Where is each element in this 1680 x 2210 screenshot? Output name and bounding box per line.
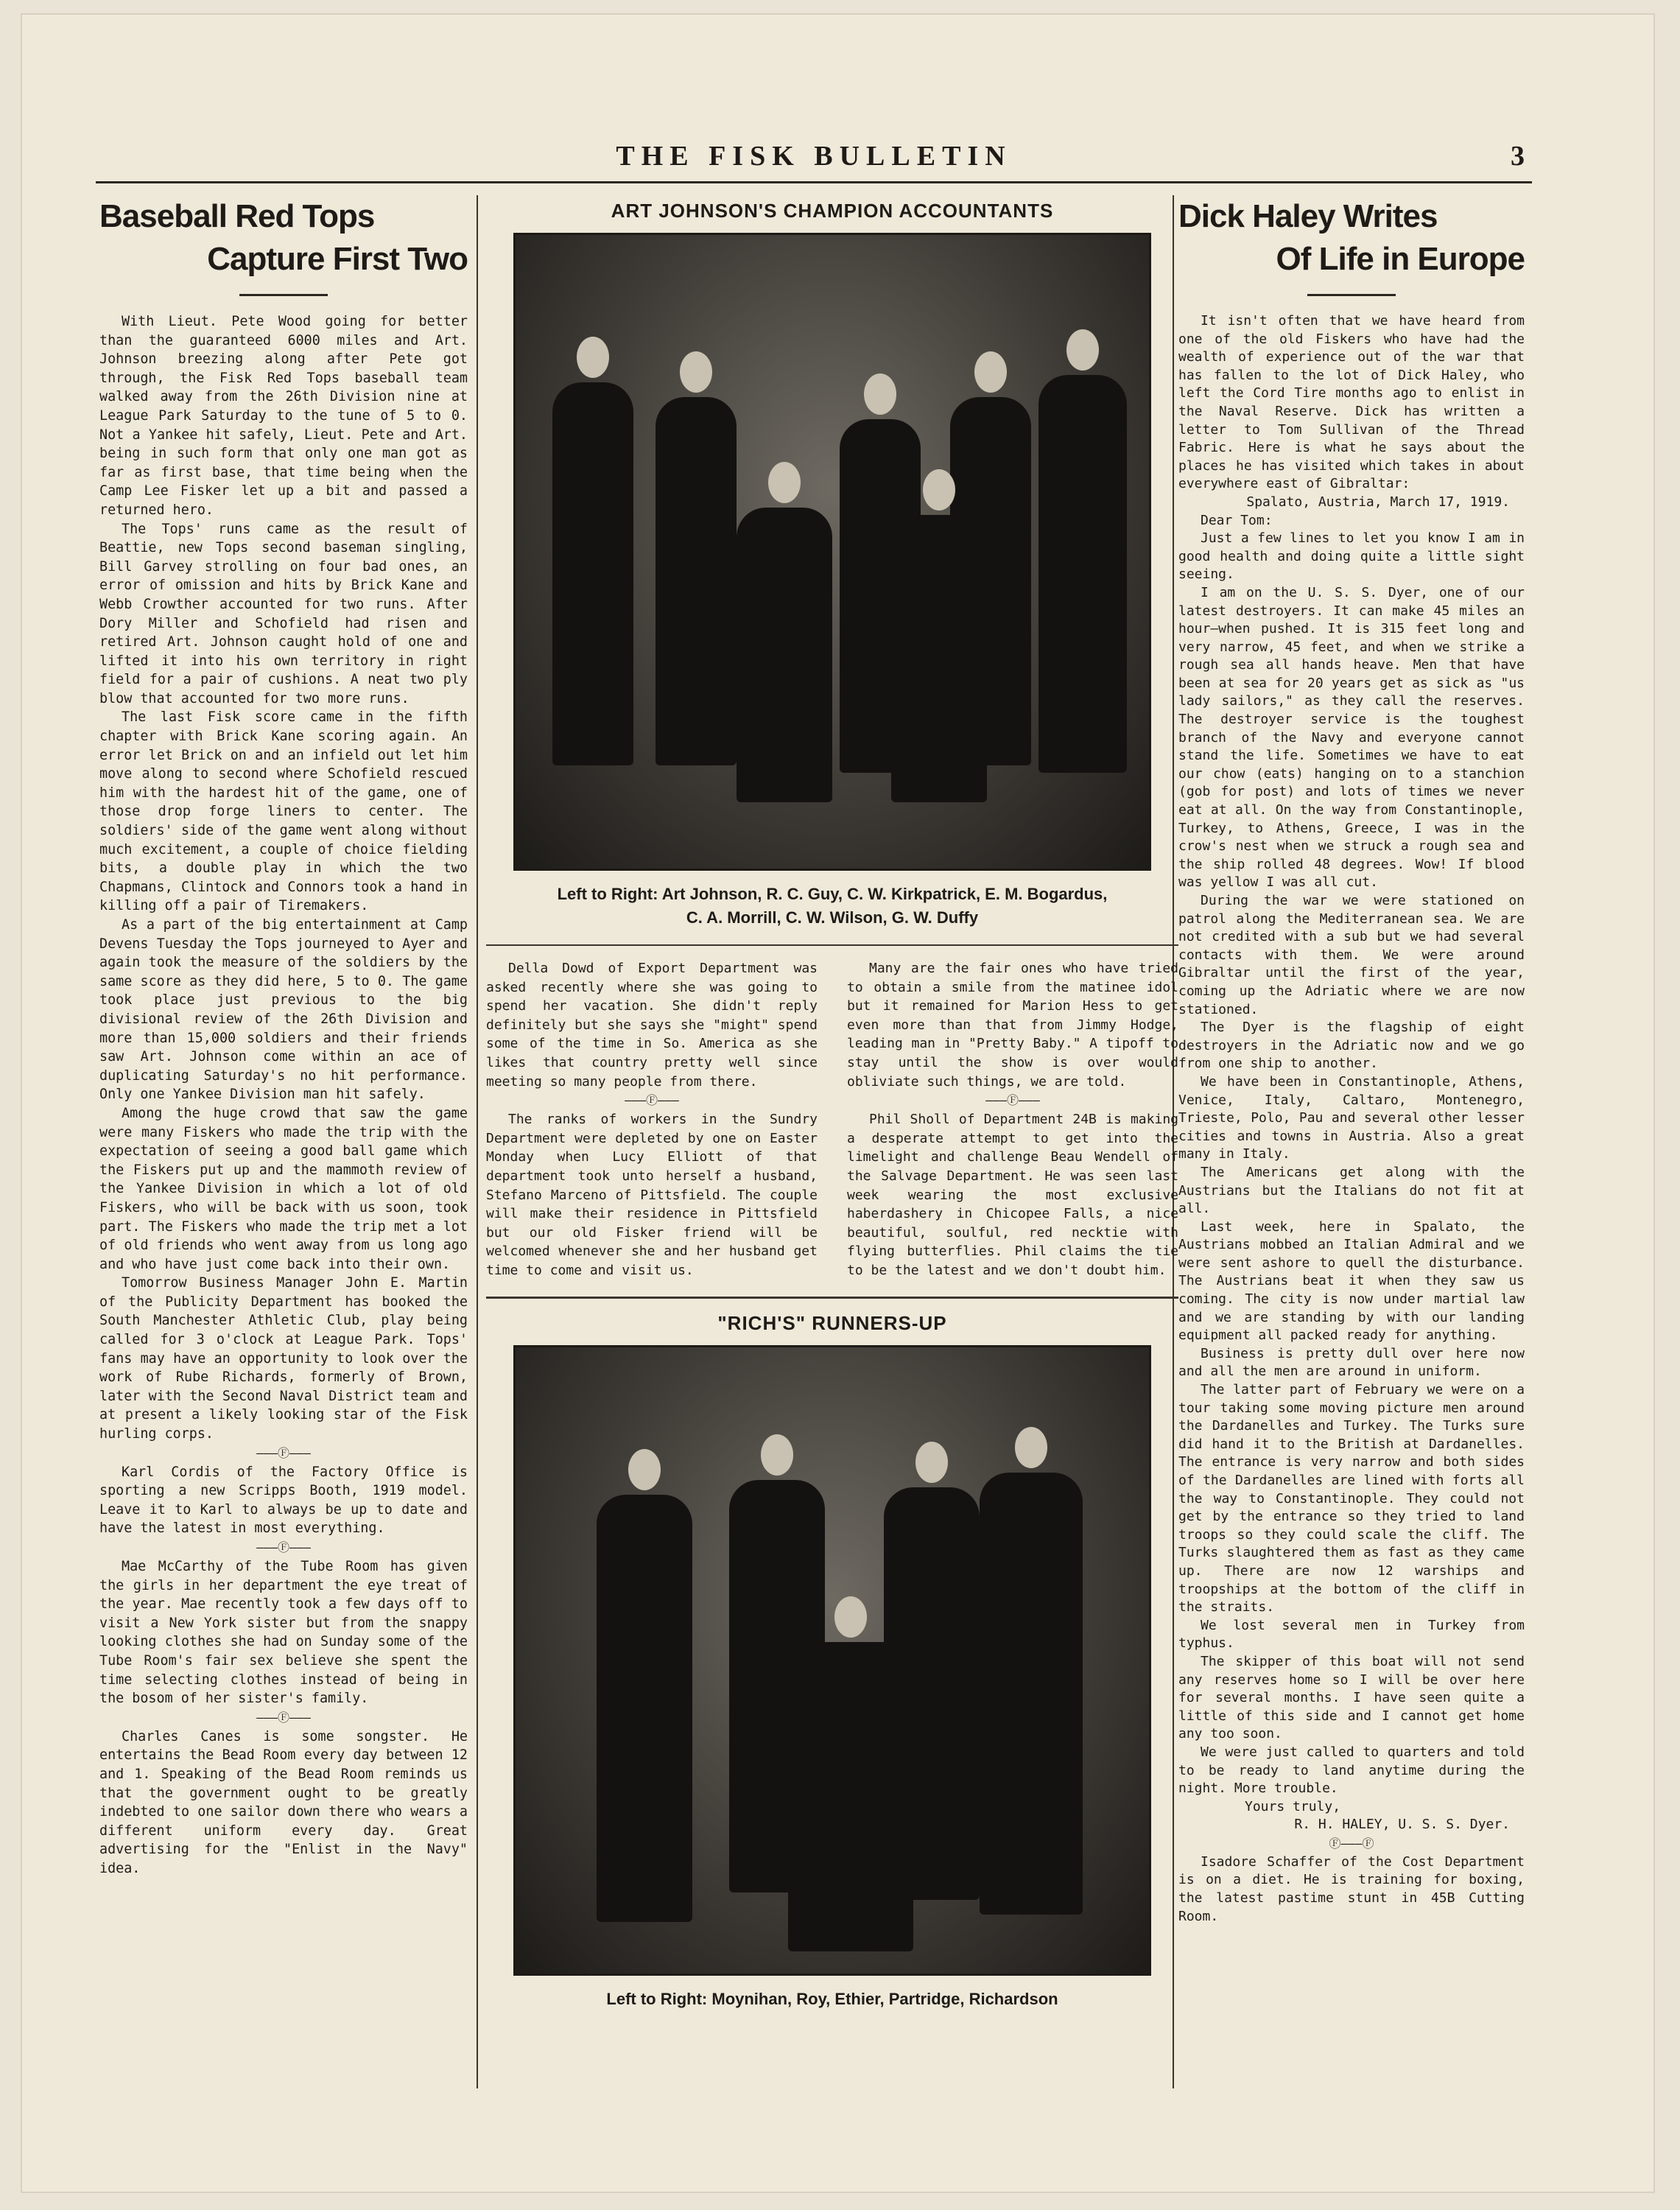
middle-column — [486, 195, 1178, 2011]
person-figure — [737, 508, 832, 802]
section-rule — [486, 944, 1178, 946]
dateline: Spalato, Austria, March 17, 1919. — [1246, 494, 1510, 510]
middle-subcolumn-a — [486, 959, 818, 1280]
person-figure — [552, 382, 633, 765]
headline-rule — [239, 294, 328, 296]
headline-rule — [1307, 294, 1396, 296]
person-head — [1066, 329, 1099, 371]
salutation: Dear Tom: — [1201, 512, 1273, 528]
item-separator: ———Ⓕ——— — [985, 1093, 1040, 1108]
news-item: Della Dowd of Export Department was asked recently where she was going to spend her vacation. She didn't reply definitely but she says she "might" spend some of the time in So. America as she likes that country pretty well since meeting so many people from there. — [486, 961, 818, 1090]
person-figure — [656, 397, 737, 765]
person-head — [974, 351, 1007, 393]
person-figure — [891, 515, 987, 802]
news-item: Mae McCarthy of the Tube Room has given the girls in her department the eye treat of the year. Mae recently took a few days off to visit a New York sister but from the snappy looking clothes she had on Sunday some of the Tube Room's fair sex believe she spent the time selecting clothes instead of being in the bosom of her sister's family. — [99, 1559, 468, 1707]
person-head — [834, 1596, 867, 1638]
signature: R. H. HALEY, U. S. S. Dyer. — [1294, 1817, 1510, 1833]
item-separator: ———Ⓕ——— — [256, 1445, 311, 1460]
paragraph: Tomorrow Business Manager John E. Martin of the Publicity Department has booked the South Manchester Athletic Club, play being called for 3 o'clock at League Park. Tops' fans may have an opportunity to look over the work of Rube Richards, formerly of Brown, later with the Second Naval District team and at present a likely looking star of the Fisk hurling corps. — [99, 1275, 468, 1442]
middle-news-items — [486, 959, 1178, 1280]
news-item: The ranks of workers in the Sundry Department were depleted by one on Easter Monday when Lucy Elliott of that department took unto herself a husband, Stefano Marceno of Pittsfield. The couple will make their residence in Pittsfield but our old Fisker friend will be welcomed whenever she and her husband get time to come and visit us. — [486, 1112, 818, 1278]
person-head — [768, 462, 801, 503]
article-headline-haley — [1178, 195, 1525, 281]
letter-paragraph: The Americans get along with the Austrians but the Italians do not fit at all. — [1178, 1164, 1525, 1217]
runners-up-photo — [513, 1345, 1151, 1976]
letter-paragraph: I am on the U. S. S. Dyer, one of our latest destroyers. It can make 45 miles an hour—when pushed. It is 315 feet long and very narrow, 45 feet, and when we strike a rough sea all hands heave. Men that have been at sea for 20 years get as sick as "us lady sailors," as they call the reserves. The destroyer service is the toughest branch of the Navy and everyone cannot stand the life. Sometimes we have to eat our chow (eats) hanging on to a stanchion (gob for post) and lots of times we never eat at all. On the way from Constantinople, Turkey, to Athens, Greece, I was in the crow's nest when we struck a rough sea and the ship rolled 48 degrees. Wow! If blood was yellow I was all cut. — [1178, 584, 1525, 891]
person-head — [628, 1449, 661, 1490]
person-head — [915, 1442, 948, 1483]
photo-caption-runners-up: Left to Right: Moynihan, Roy, Ethier, Partridge, Richardson — [606, 1989, 1058, 2008]
right-column — [1178, 195, 1525, 1926]
news-item: Isadore Schaffer of the Cost Department is on a diet. He is training for boxing, the latest pastime stunt in 45B Cutting Room. — [1178, 1853, 1525, 1924]
letter-paragraph: Just a few lines to let you know I am in good health and doing quite a little sight seeing. — [1178, 530, 1525, 583]
article-headline-baseball — [99, 195, 468, 281]
letter-paragraph: We lost several men in Turkey from typhus. — [1178, 1617, 1525, 1652]
person-figure — [1038, 375, 1127, 773]
middle-subcolumn-b — [847, 959, 1178, 1280]
caption-line: C. A. Morrill, C. W. Wilson, G. W. Duffy — [686, 908, 979, 927]
accountants-photo — [513, 233, 1151, 871]
photo-title-accountants: ART JOHNSON'S CHAMPION ACCOUNTANTS — [611, 200, 1054, 222]
person-head — [1015, 1427, 1047, 1468]
paragraph: As a part of the big entertainment at Camp Devens Tuesday the Tops journeyed to Ayer and again took the measure of the soldiers by the same score as they did here, 5 to 0. The game took place just previous to the big divisional review of the 26th Division and more than 15,000 soldiers and their friends saw Art. Johnson come within an ace of duplicating Saturday's no hit performance. Only one Yankee Division man hit safely. — [99, 917, 468, 1103]
person-figure — [980, 1473, 1083, 1915]
paragraph: Among the huge crowd that saw the game were many Fiskers who made the trip with the expectation of seeing a good ball game which the Fiskers put up and the mammoth review of the Yankee Division in which a lot of old Fiskers, who will be back with us soon, took part. The Fiskers who made the trip met a lot of old friends who went away from us long ago and who have just come back into their own. — [99, 1105, 468, 1272]
article-body-haley — [1178, 312, 1525, 1926]
person-head — [761, 1434, 793, 1476]
item-separator: ———Ⓕ——— — [256, 1710, 311, 1725]
news-item: Karl Cordis of the Factory Office is sporting a new Scripps Booth, 1919 model. Leave it to Karl to always be up to date and have the latest in most everything. — [99, 1464, 468, 1537]
closing: Yours truly, — [1245, 1798, 1341, 1814]
photo-caption-accountants — [486, 883, 1178, 930]
person-head — [680, 351, 712, 393]
person-head — [577, 337, 609, 378]
letter-paragraph: During the war we were stationed on patrol along the Mediterranean sea. We are not credited with a sub but we had several contacts with them. We were around Gibraltar until the first of the year, coming up the Adriatic where we are now stationed. — [1178, 893, 1525, 1017]
headline-line: Capture First Two — [207, 241, 468, 277]
headline-line: Baseball Red Tops — [99, 198, 375, 234]
publication-title: THE FISK BULLETIN — [616, 141, 1012, 172]
page-number: 3 — [1511, 141, 1525, 172]
letter-paragraph: Business is pretty dull over here now and all the men are around in uniform. — [1178, 1345, 1525, 1380]
letter-paragraph: We have been in Constantinople, Athens, Venice, Italy, Caltaro, Montenegro, Trieste, Polo, Pau and several other lesser cities and towns in Austria. Also a great many in Italy. — [1178, 1073, 1525, 1162]
item-separator: ———Ⓕ——— — [625, 1093, 679, 1108]
photo-title-runners-up: "RICH'S" RUNNERS-UP — [717, 1311, 947, 1334]
news-item: Phil Sholl of Department 24B is making a desperate attempt to get into the limelight and challenge Beau Wendell of the Salvage Department. He was seen last week wearing the most exclusive haberdashery in Chicopee Falls, a nice beautiful, soulful, red necktie with flying butterflies. Phil claims the tie to be the latest and we don't doubt him. — [847, 1112, 1178, 1278]
letter-paragraph: The Dyer is the flagship of eight destroyers in the Adriatic now and we go from one ship to another. — [1178, 1020, 1525, 1072]
headline-line: Dick Haley Writes — [1178, 198, 1438, 234]
masthead — [96, 137, 1532, 183]
person-figure — [597, 1495, 692, 1922]
news-item: Charles Canes is some songster. He entertains the Bead Room every day between 12 and 1. Speaking of the Bead Room reminds us that the government ought to be greatly indebted to one sailor down there who wears a different uniform every day. Great advertising for the "Enlist in the Navy" idea. — [99, 1728, 468, 1876]
letter-paragraph: The latter part of February we were on a tour taking some moving picture men around the Dardanelles and Turkey. The Turks sure did hand it to the British at Dardanelles. The entrance is very narrow and both sides of the Dardanelles are lined with forts all the way to Constantinople. They could not get by the entrance so they tried to land troops so they could scale the cliff. The Turks slaughtered them as fast as they came up. There are now 12 warships and troopships at the bottom of the cliff in the straits. — [1178, 1382, 1525, 1616]
left-column — [99, 195, 468, 1878]
person-figure — [788, 1642, 913, 1951]
column-rule-left — [477, 195, 478, 2088]
letter-paragraph: Last week, here in Spalato, the Austrians mobbed an Italian Admiral and we were sent ashore to quell the disturbance. The Austrians beat it when they saw us coming. The city is now under martial law and we are standing by with our landing equipment all packed ready for anything. — [1178, 1218, 1525, 1344]
paragraph: With Lieut. Pete Wood going for better than the guaranteed 6000 miles and Art. Johnson breezing along after Pete got through, the Fisk Red Tops baseball team walked away from the 26th Division nine at League Park Saturday to the tune of 5 to 0. Not a Yankee hit safely, Lieut. Pete and Art. being in such form that only one man got as far as first base, that time being when the Camp Lee Fisker let up a bit and passed a returned hero. — [99, 314, 468, 518]
headline-line: Of Life in Europe — [1276, 241, 1525, 277]
letter-paragraph: The skipper of this boat will not send any reserves home so I will be over here for several months. I have seen quite a little of this side and I cannot get home any too soon. — [1178, 1653, 1525, 1742]
item-separator: ———Ⓕ——— — [256, 1540, 311, 1554]
caption-line: Left to Right: Art Johnson, R. C. Guy, C. W. Kirkpatrick, E. M. Bogardus, — [557, 885, 1108, 903]
person-head — [923, 469, 955, 511]
intro-paragraph: It isn't often that we have heard from one of the old Fiskers who have had the wealth of experience out of the war that has fallen to the lot of Dick Haley, who left the Cord Tire months ago to enlist in the Naval Reserve. Dick has written a letter to Tom Sullivan of the Thread Fabric. Here is what he says about the places he has visited which takes in about everywhere east of Gibraltar: — [1178, 313, 1525, 492]
item-separator: Ⓕ———Ⓕ — [1329, 1836, 1374, 1851]
letter-paragraph: We were just called to quarters and told to be ready to land anytime during the night. More trouble. — [1178, 1744, 1525, 1797]
paragraph: The Tops' runs came as the result of Beattie, new Tops second baseman singling, Bill Garvey strolling on four bad ones, an error of omission and hits by Brick Kane and Webb Crowther accounted for two runs. After Dory Miller and Schofield had risen and retired Art. Johnson caught hold of one and lifted it into his own territory in right field for a pair of cushions. A neat two ply blow that accounted for two more runs. — [99, 521, 468, 706]
article-body-baseball — [99, 312, 468, 1878]
paragraph: The last Fisk score came in the fifth chapter with Brick Kane scoring again. An error let Brick on and an infield out let him move along to second where Schofield rescued him with the hardest hit of the game, one of those drop forge liners to center. The soldiers' side of the game went along without much excitement, a couple of choice fielding bits, a double play in which the two Chapmans, Clintock and Connors took a hand in killing off a pair of Tiremakers. — [99, 709, 468, 914]
person-head — [864, 373, 896, 415]
news-item: Many are the fair ones who have tried to obtain a smile from the matinee idol but it remained for Marion Hess to get even more than that from Jimmy Hodge, leading man in "Pretty Baby." A tipoff to stay until the show is over would obliviate such things, we are told. — [847, 961, 1178, 1090]
section-rule — [486, 1297, 1178, 1299]
